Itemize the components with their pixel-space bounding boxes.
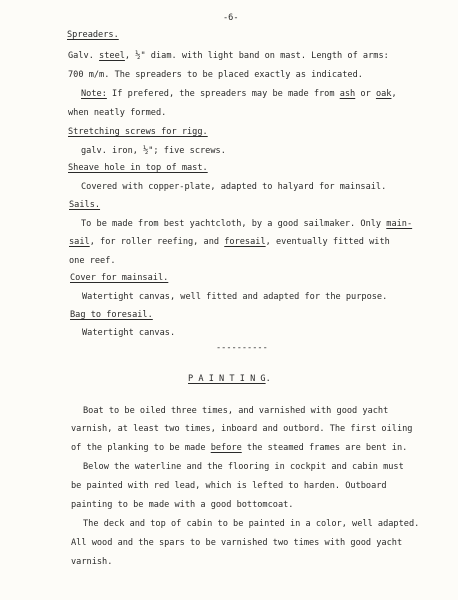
sheave-text: Covered with copper-plate, adapted to halyard for mainsail. xyxy=(81,182,387,192)
painting-p2-line-3: painting to be made with a good bottomcoat. xyxy=(71,500,294,510)
emphasis-mainsail-part1: main- xyxy=(386,219,413,229)
text-run: Galv. xyxy=(68,51,100,61)
emphasis-foresail: foresail xyxy=(224,237,266,247)
text-run: To be made from best yachtcloth, by a good sailmaker. Only xyxy=(81,219,387,229)
section-heading-sails: Sails. xyxy=(69,200,101,210)
sails-line-1 xyxy=(81,219,412,230)
painting-title: P A I N T I N G xyxy=(188,374,266,384)
bag-text: Watertight canvas. xyxy=(82,328,176,338)
sails-line-2 xyxy=(69,237,390,248)
painting-p1-line-3 xyxy=(71,443,407,454)
painting-p3-line-2: All wood and the spars to be varnished two times with good yacht xyxy=(71,538,403,548)
cover-text: Watertight canvas, well fitted and adapted for the purpose. xyxy=(82,292,388,302)
section-heading-spreaders: Spreaders. xyxy=(67,30,119,40)
emphasis-ash: ash xyxy=(339,89,356,99)
text-run: the steamed frames are bent in. xyxy=(241,443,408,453)
spreaders-line-2: 700 m/m. The spreaders to be placed exactly as indicated. xyxy=(68,70,363,80)
painting-p3-line-1: The deck and top of cabin to be painted in a color, well adapted. xyxy=(83,519,420,529)
spreaders-line-1 xyxy=(68,51,389,62)
section-heading-bag: Bag to foresail. xyxy=(70,310,153,320)
painting-p1-line-2: varnish, at least two times, inboard and outbord. The first oiling xyxy=(71,424,413,434)
text-run: or xyxy=(355,89,376,99)
emphasis-oak: oak xyxy=(375,89,392,99)
text-run: , eventually fitted with xyxy=(265,237,390,247)
text-run: of the planking to be made xyxy=(71,443,211,453)
section-heading-stretching-screws: Stretching screws for rigg. xyxy=(68,127,208,137)
painting-p3-line-3: varnish. xyxy=(71,557,113,567)
text-run: , xyxy=(391,89,397,99)
stretching-text: galv. iron, ½"; five screws. xyxy=(81,146,226,156)
section-heading-painting xyxy=(188,374,271,385)
spreaders-note-line-1 xyxy=(81,89,397,100)
emphasis-before: before xyxy=(210,443,242,453)
emphasis-mainsail-part2: sail xyxy=(69,237,90,247)
painting-p2-line-1: Below the waterline and the flooring in cockpit and cabin must xyxy=(83,462,404,472)
section-divider: ---------- xyxy=(216,343,268,353)
sails-line-3: one reef. xyxy=(69,256,116,266)
section-heading-cover: Cover for mainsail. xyxy=(70,273,169,283)
section-heading-sheave-hole: Sheave hole in top of mast. xyxy=(68,163,208,173)
text-run: , for roller reefing, and xyxy=(89,237,225,247)
painting-p1-line-1: Boat to be oiled three times, and varnished with good yacht xyxy=(83,406,389,416)
text-run: If prefered, the spreaders may be made from xyxy=(106,89,340,99)
spreaders-note-line-2: when neatly formed. xyxy=(68,108,167,118)
painting-p2-line-2: be painted with red lead, which is lefted to harden. Outboard xyxy=(71,481,387,491)
page-number: -6- xyxy=(223,13,239,23)
text-run: . xyxy=(265,374,271,384)
emphasis-steel: steel xyxy=(99,51,125,61)
note-label: Note: xyxy=(81,89,107,99)
text-run: , ½" diam. with light band on mast. Length of arms: xyxy=(124,51,389,61)
